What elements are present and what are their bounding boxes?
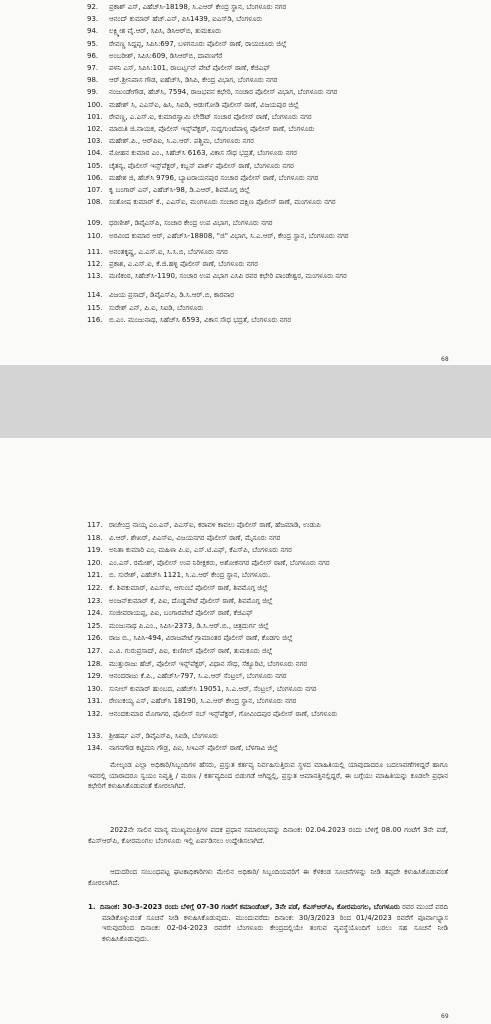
list-item-number: 128. [87,659,103,668]
list-item-text: ಬಿ. ಸುರೇಶ್, ಎಹೆಚ್‌ಸಿ 1121, ಸಿ.ಎ.ಆರ್ ಕೇಂದ್ರ ಸ್ಥಾನ, ಬೆಂಗಳೂರು. [109,571,271,580]
instruction-paragraph-1: ಮೇಲ್ಕಂಡ ಎಲ್ಲಾ ಅಧಿಕಾರಿ/ಸಿಬ್ಬಂದಿಗಳ ಹೆಸರು, ಪ್ರಸ್ತುತ ಕರ್ತವ್ಯ ನಿರ್ವಹಿಸುತ್ತಿರುವ ಸ್ಥಳದ ಮಾಹಿತಿಯಲ್ಲಿ ಯಾವುದಾದರೂ ಬದಲಾವಣೆಗಳಿದ್ದರೆ ಹಾಗೂ ಇವರಲ್ಲಿ ಯಾರಾದರೂ ಸ್ವಯಂ ನಿವೃತ್ತಿ / ಮರಣ / ಕರ್ತವ್ಯದಿಂದ ಬಿಡುಗಡೆ ಆಗಿದ್ದಲ್ಲಿ, ಪ್ರಸ್ತುತ ಆಮಾನತ್ತಿನಲ್ಲಿದ್ದರೆ, ಈ ಬಗ್ಗೆಯು ಮಾಹಿತಿಯನ್ನು ಕೂಡಲೇ ಪ್ರಧಾನ ಕಛೇರಿಗೆ ಕಳುಹಿಸಿಕೊಡುವಂತೆ ಕೋರಲಾಗಿದೆ. [88,761,448,790]
list-item-number: 131. [87,697,103,706]
list-item-number: 108. [87,198,103,207]
list-item-text: ಲಕ್ಷ್ಮೀಶ ವೈ.ಆರ್, ಸಿಪಿಸಿ, ಡಿಸಿಆರ್‌ಬಿ, ತುಮಕೂರು [109,27,222,36]
list-item-text: ಪಳನಿ ಎಸ್, ಸಿಪಿಸಿ:101, ರಾಬರ್ಟ್ಸನ್ ಪೇಟೆ ಪೊಲೀಸ್ ಠಾಣೆ, ಕೆಜಿಎಫ್ [109,64,271,72]
list-item-text: ಮಾರುತಿ ಜಿ.ನಾಯಕ, ಪೊಲೀಸ್ ಇನ್ಸ್‌ಪೆಕ್ಟರ್, ಸುದ್ದಗುಂಟೆಪಾಳ್ಯ ಪೊಲೀಸ್ ಠಾಣೆ, ಬೆಂಗಳೂರು [109,125,315,133]
list-item-number: 94. [87,27,99,36]
list-item-text: ರಾಜೇಂದ್ರ ನಾಯ್ಕ ಎಂ.ಎನ್, ಪಿಎಸ್‌ಐ, ಕರಾವಳಿ ಕಾವಲು ಪೊಲೀಸ್ ಠಾಣೆ, ಹೆಜಮಾಡಿ, ಉಡುಪಿ [109,521,321,529]
list-item-number: 104. [87,149,103,158]
list-item-number: 93. [87,15,99,24]
list-item-text: ರಾಜ ಬಿ., ಸಿಪಿಸಿ-494, ವಿರಾಜಪೇಟೆ ಗ್ರಾಮಾಂತರ ಪೊಲೀಸ್ ಠಾಣೆ, ಕೊಡಗು ಜಿಲ್ಲೆ [109,634,293,643]
list-item-number: 105. [87,161,103,170]
list-item-text: ಪ್ರಕಾಶ್ ಎಸ್, ಎಹೆಚ್‌ಸಿ-18198, ಸಿ.ಎಆರ್ ಕೇಂದ್ರ ಸ್ಥಾನ, ಬೆಂಗಳೂರು ನಗರ [109,3,287,11]
list-item-number: 96. [87,51,99,60]
page-number: 68 [441,356,449,363]
list-item-text: ಕೆ. ಶಿವಕುಮಾರ್, ಪಿಎಸ್‌ಐ, ಆಗುಂಬೆ ಪೊಲೀಸ್ ಠಾಣೆ, ಶಿವಮೊಗ್ಗ ಜಿಲ್ಲೆ [109,584,268,592]
list-item-number: 125. [87,621,103,630]
list-item-number: 123. [87,596,103,605]
document-page-68 [0,0,491,365]
list-item-number: 98. [87,76,99,85]
list-item-number: 118. [87,533,103,542]
list-item-number: 119. [87,546,103,555]
list-item-text: ಮಹೇಶ ಜಿ, ಹೆಚ್‌ಸಿ 9796, ಬ್ಯಾಟರಾಯನಪುರ ಸಂಚಾರ ಪೊಲೀಸ್ ಠಾಣೆ, ಬೆಂಗಳೂರು ನಗರ [109,173,319,182]
document-page-69 [0,438,491,1024]
list-item-text: ಅಂಬರೀಶ್, ಸಿಪಿಸಿ:609, ಡಿಸಿಆರ್‌ಬಿ, ದಾವಣಗೆರೆ [109,51,223,60]
list-item-text: ಸುನೀಲ್ ಕುಮಾರ್ ಹುಂಬದ, ಎಹೆಚ್‌ಸಿ 19051, ಸಿ.ಎ.ಆರ್, ಸೆಂಟ್ರಲ್, ಬೆಂಗಳೂರು ನಗರ [109,684,317,693]
list-item-number: 114. [87,291,103,300]
list-item-number: 122. [87,584,103,592]
list-item-text: ಆನಂದಕುಮಾರ ಮೊಗಾಗರ, ಪೊಲೀಸ್ ಸಬ್ ಇನ್ಸ್‌ಪೆಕ್ಟರ್, ಗೋವಿಂದಪುರ ಪೊಲೀಸ್ ಠಾಣೆ, ಬೆಂಗಳೂರು [109,710,338,718]
list-item-text: ರೇಣುಕಯ್ಯ ಎಸ್, ಎಹೆಚ್‌ಸಿ 18190, ಸಿ.ಎ.ಆರ್ ಕೇಂದ್ರ ಸ್ಥಾನ, ಬೆಂಗಳೂರು ನಗರ [109,697,297,706]
instruction-paragraph-2: ಆದುದರಿಂದ ಸಂಬಂಧಪಟ್ಟ ಘಟಕಾಧಿಕಾರಿಗಳು ಮೇಲಿನ ಅಧಿಕಾರಿ/ ಸಿಬ್ಬಂದಿಯವರಿಗೆ ಈ ಕೆಳಕಂಡ ಸೂಚನೆಗಳನ್ನು ನೀಡಿ ತಪ್ಪದೇ ಕಳುಹಿಸಿಕೊಡುವಂತೆ ಕೋರಲಾಗಿದೆ. [88,868,448,887]
list-item-text: ವಿಜಯ ಪ್ರಸಾದ್, ಡಿವೈಎಸ್‌ಪಿ, ಡಿ.ಸಿ.ಆರ್.ಬಿ, ಕಾರವಾರ [109,291,234,300]
list-item-text: ಮುತ್ತುರಾಜು ಹೆಚ್, ಪೊಲೀಸ್ ಇನ್ಸ್‌ಪೆಕ್ಟರ್, ವಿಧಾನ ಸೌಧ, ಸೆಕ್ಯೂರಿಟಿ, ಬೆಂಗಳೂರು ನಗರ [109,659,308,668]
ceremony-paragraph: 2022ನೇ ಸಾಲಿನ ಮಾನ್ಯ ಮುಖ್ಯಮಂತ್ರಿಗಳ ಪದಕ ಪ್ರಧಾನ ಸಮಾರಂಭವನ್ನು ದಿನಾಂಕ: 02.04.2023 ರಂದು ಬೆಳಿಗ್ಗೆ 08.00 ಗಂಟೆಗೆ 3ನೇ ಪಡೆ, ಕೆಎಸ್‌ಆರ್‌ಪಿ, ಕೋರಮಂಗಲ ಬೆಂಗಳೂರು ಇಲ್ಲಿ ಏರ್ಪಡಿಸಲು ಉದ್ದೇಶಿಸಲಾಗಿದೆ. [88,826,448,845]
instruction-item-1 [88,902,448,944]
list-item-number: 116. [87,315,103,324]
list-item-number: 109. [87,219,103,228]
list-item-text: ಅನಂತಕೃಷ್ಣ, ಎ.ಎಸ್.ಐ, ಸಿ.ಸಿ.ಬಿ, ಬೆಂಗಳೂರು ನಗರ [109,247,228,256]
list-item-number: 112. [87,260,103,268]
list-item-text: ಪ್ರಕಾಶ, ಎ.ಎಸ್.ಐ, ಕೆ.ಜಿ.ಹಳ್ಳಿ ಪೊಲೀಸ್ ಠಾಣೆ, ಬೆಂಗಳೂರು ನಗರ [109,260,258,268]
list-item-number: 106. [87,173,103,182]
item-bold-text: ದಿನಾಂಕ: 30-3-2023 ರಂದು ಬೆಳಿಗ್ಗೆ 07-30 ಗಂಟೆಗೆ ಕಮಾಂಡೆಂಟ್, 3ನೇ ಪಡೆ, ಕೆಎಸ್‌ಆರ್‌ಪಿ, ಕೋರಮಂಗಲ, ಬೆಂಗಳೂರು [100,903,400,911]
list-item-number: 134. [87,744,103,753]
list-item-text: ಆನಂದರಾಜು ಕೆ.ಪಿ., ಎಹೆಚ್‌ಸಿ-797, ಸಿ.ಎ.ಆರ್ ಸೆಂಟ್ರಲ್, ಬೆಂಗಳೂರು ನಗರ [109,672,287,681]
list-item-number: 130. [87,684,103,693]
list-item-text: ಅಂಜನ್‌ಕುಮಾರ್ ಕೆ, ಪಿಐ, ದೊಡ್ಡಪೇಟೆ ಪೊಲೀಸ್ ಠಾಣೆ, ಶಿವಮೊಗ್ಗ ಜಿಲ್ಲೆ [109,596,273,605]
list-item-number: 124. [87,609,103,618]
list-item-number: 97. [87,64,99,72]
list-item-number: 129. [87,672,103,681]
list-item-number: 92. [87,3,99,11]
list-item-text: ನಾಗನಗೌಡ ಕಟ್ಟಿಮನಿ ಗೌಡ್ರ, ಪಿಐ, ಸಿಇಎನ್ ಪೊಲೀಸ್ ಠಾಣೆ, ಬೆಳಗಾವಿ ಜಿಲ್ಲೆ [109,744,278,753]
list-item-text: ರೇವಣ್ಣ ಸಿದ್ದಪ್ಪ, ಸಿಪಿಸಿ:697, ಬಳಗನೂರು ಪೊಲೀಸ್ ಠಾಣೆ, ರಾಯಚೂರು ಜಿಲ್ಲೆ [109,39,287,48]
list-item-number: 121. [87,571,103,580]
list-item-number: 110. [87,231,103,240]
list-item-number: 107. [87,186,103,194]
list-item-text: ಸಂತೋಷ ಕುಮಾರ್ ಕೆ., ಎಎಸ್‌ಐ, ಮಂಗಳೂರು ಸಂಚಾರ ದಕ್ಷಿಣ ಪೊಲೀಸ್ ಠಾಣೆ, ಮಂಗಳೂರು ನಗರ [109,198,336,207]
list-item-number: 117. [87,521,103,529]
list-item-text: ಮಂಜುನಾಥ ಪಿ.ಎಂ., ಸಿಪಿಸಿ-2373, ಡಿ.ಸಿ.ಆರ್.ಬಿ., ಚಿತ್ರದುರ್ಗ ಜಿಲ್ಲೆ [109,621,269,630]
item-text: ರವರ ಮುಂದೆ ವರದಿ ಮಾಡಿಕೊಳ್ಳುವಂತೆ ಸೂಚನೆ ನೀಡಿ ಕಳುಹಿಸಿಕೊಡುವುದು. ಮುಂದುವರೆದು ದಿನಾಂಕ: 30/3/2023 ರಿಂದ 01/4/2023 ರವರೆಗೆ ಪೂರ್ವಾಭ್ಯಾಸ ಇರುವುದರಿಂದ ದಿನಾಂಕ: 02-04-2023 ರವರೆಗೆ ಬೆಂಗಳೂರು ಕೇಂದ್ರದಲ್ಲಿಯೇ ತಂಗುವ ವ್ಯವಸ್ಥೆಯೊಂದಿಗೆ ಬರಲು ಸಹ ಸೂಚನೆ ನೀಡಿ ಕಳುಹಿಸಿಕೊಡುವುದು. [102,903,448,943]
list-item-number: 102. [87,125,103,133]
list-item-text: ಮಹೇಶ್.ಪಿ., ಆರ್‌ಪಿಐ, ಸಿ.ಎ.ಆರ್. ಪಶ್ಚಿಮ, ಬೆಂಗಳೂರು ನಗರ [109,137,254,146]
list-item-number: 95. [87,39,99,48]
list-item-text: ಮಹೇಶ್ ಸಿ, ಎಎಸ್‌ಐ, ಹಿಸಿ, ಸಿಐಡಿ, ಆಡುಗೋಡಿ ಪೊಲೀಸ್ ಠಾಣೆ, ವಿಜಯಪುರ ಜಿಲ್ಲೆ [109,100,299,109]
list-item-text: ಅನಿತಾ ಕುಮಾರಿ ಎಂ, ಮಹಿಳಾ ಪಿ.ಐ, ಎಸ್.ಟಿ.ಎಫ್, ಕೆಎಸ್‌ಪಿ, ಬೆಂಗಳೂರು ನಗರ [109,546,292,555]
list-item-text: ಮೋಹನ ಕುಮಾರ ಎಂ., ಸಿಹೆಚ್‌ಸಿ 6163, ವಿಕಾಸ ಸೌಧ ಭದ್ರತೆ, ಬೆಂಗಳೂರು ನಗರ [109,149,297,158]
list-item-text: ಬಿ.ಎಂ. ಮಂಜುನಾಥ, ಸಿಹೆಚ್‌ಸಿ 6593, ವಿಕಾಸ ಸೌಧ ಭದ್ರತೆ, ಬೆಂಗಳೂರು ನಗರ [109,315,292,324]
list-item-text: ಸುರೇಶ್ ಎನ್, ಪಿ.ಐ, ಸಿಐಡಿ, ಬೆಂಗಳೂರು [109,303,204,312]
list-item-number: 115. [87,303,103,312]
list-item-number: 99. [87,88,99,97]
list-item-number: 101. [87,112,103,121]
list-item-number: 132. [87,710,103,718]
list-item-text: ಕೃ ಬಂಗಾರ್ ಎನ್, ಎಹೆಚ್‌ಸಿ-98, ಡಿ.ಎಆರ್, ಶಿವಮೊಗ್ಗ ಜಿಲ್ಲೆ [109,186,250,194]
list-item-number: 127. [87,647,103,655]
list-item-text: ನಂಜುಂಡೇಗೌಡ, ಹೆಚ್‌ಸಿ, 7594, ರಾಜಭವನ ಕಛೇರಿ, ಸಂಚಾರ ಪೊಲೀಸ್ ವಿಭಾಗ, ಬೆಂಗಳೂರು ನಗರ [109,88,338,97]
list-item-text: ವಿ.ಆರ್. ಶೇಖರ್, ಪಿಎಸ್‌ಐ, ವಿಜಯನಗರ ಪೊಲೀಸ್ ಠಾಣೆ, ಮೈಸೂರು ನಗರ [109,533,281,542]
list-item-text: ಚೈತನ್ಯ, ಪೊಲೀಸ್ ಇನ್ಸ್‌ಪೆಕ್ಟರ್, ಕಬ್ಬನ್ ಪಾರ್ಕ್ ಪೊಲೀಸ್ ಠಾಣೆ, ಬೆಂಗಳೂರು ನಗರ [109,161,294,170]
list-item-number: 133. [87,731,103,740]
list-item-text: ಆರ್.ಶ್ರೀನಿವಾಸ ಗೌಡ, ಐಹೆಚ್‌ಸಿ, ಡಿಸಿಪಿ, ಕೇಂದ್ರ ವಿಭಾಗ, ಬೆಂಗಳೂರು ನಗರ [109,76,278,85]
list-item-text: ಅರವಿಂದ ಕುಮಾರ ಆರ್, ಎಹೆಚ್‌ಸಿ-18808, "ಜಿ" ವಿಭಾಗ, ಸಿ.ಎ.ಆರ್, ಕೇಂದ್ರ ಸ್ಥಾನ, ಬೆಂಗಳೂರು ನಗರ [109,231,349,240]
list-item-number: 120. [87,558,103,567]
list-item-text: ಮಣಿಕಂಠ, ಸಿಹೆಚ್‌ಸಿ-1190, ಸಂಚಾರ ಉಪ ವಿಭಾಗ ಎಸಿಪಿ ರವರ ಕಛೇರಿ ಪಾಂಡೇಶ್ವರ, ಮಂಗಳೂರು ನಗರ [109,272,347,281]
page-number: 69 [441,1013,449,1020]
list-item-number: 113. [87,272,103,281]
list-item-text: ಶ್ರೀಹರ್ಷ ಎನ್, ಡಿವೈಎಸ್‌ಪಿ, ಸಿಐಡಿ, ಬೆಂಗಳೂರು [109,731,219,740]
list-item-text: ರೇವಣ್ಣ, ಎ.ಎಸ್.ಐ, ಕುಮಾರಸ್ವಾಮಿ ಲೇಔಟ್ ಸಂಚಾರ ಪೊಲೀಸ್ ಠಾಣೆ, ಬೆಂಗಳೂರು ನಗರ [109,112,312,121]
list-item-text: ಆನಂದ್ ಕುಮಾರ್ ಹೆಚ್.ಎನ್, ಪಿಸಿ1439, ಐಎಸ್‌ಡಿ, ಬೆಂಗಳೂರು [109,15,263,24]
list-item-number: 111. [87,247,103,256]
page-gap [0,365,491,438]
list-item-text: ಸಂಜೀವರಾಯಪ್ಪ, ಪಿಐ, ಬಂಗಾರಪೇಟೆ ಪೊಲೀಸ್ ಠಾಣೆ, ಕೆಜಿಎಫ್ [109,609,253,618]
item-number: 1. [88,903,96,911]
list-item-text: ಎ.ವಿ. ಗುರುಪ್ರಸಾದ್, ಪಿಐ, ಕುಣಿಗಲ್ ಪೊಲೀಸ್ ಠಾಣೆ, ತುಮಕೂರು ಜಿಲ್ಲೆ [109,647,273,655]
list-item-text: ಧರಣೀಶ್, ಡಿವೈಎಸ್‌ಪಿ, ಸಂಚಾರ ಕೇಂದ್ರ ಉಪ ವಿಭಾಗ, ಬೆಂಗಳೂರು ನಗರ [109,219,273,228]
list-item-number: 100. [87,100,103,109]
list-item-text: ಎಂ.ಎಸ್. ರಮೇಶ್, ಪೊಲೀಸ್ ಉಪ ನಿರೀಕ್ಷಕರು, ಅಶೋಕನಗರ ಪೊಲೀಸ್ ಠಾಣೆ, ಬೆಂಗಳೂರು ನಗರ [109,558,330,567]
list-item-number: 103. [87,137,103,146]
list-item-number: 126. [87,634,103,643]
